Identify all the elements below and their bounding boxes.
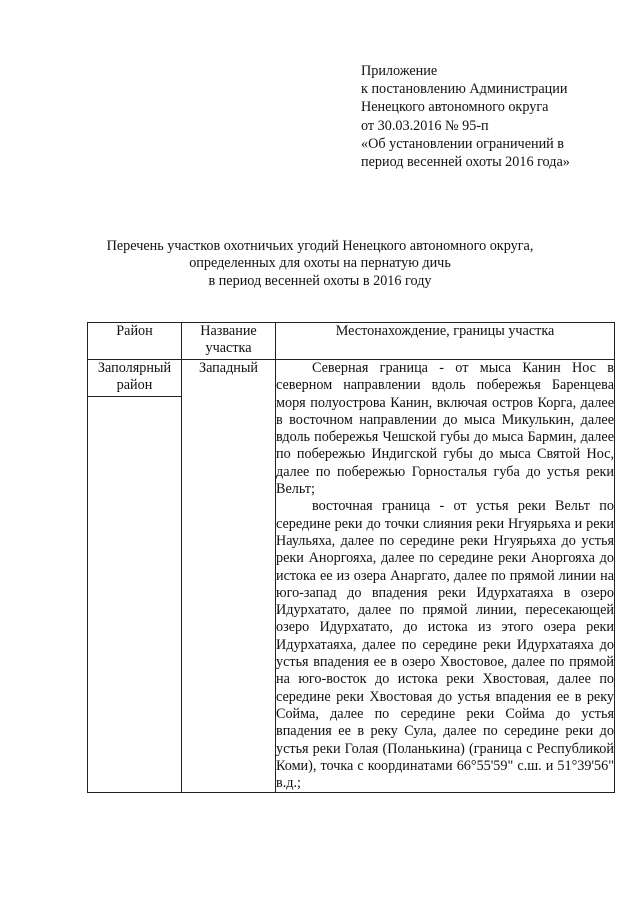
appendix-line: «Об установлении ограничений в (361, 135, 565, 152)
north-boundary-text: Северная граница - от мыса Канин Нос в северном направлении вдоль побережья Баренцева моря полуострова Канин, включая остров Корга, далее в восточном направлении до мыса Микулькин, далее вдоль побережья Чешской губы до мыса Бармин, далее по побережью Индигской губы до мыса Святой Нос, далее по побережью Горносталья губа до устья реки Вельт; (276, 360, 614, 498)
appendix-line: Ненецкого автономного округа (361, 99, 549, 116)
hunting-areas-table (87, 322, 615, 793)
title-line: Перечень участков охотничьих угодий Ненецкого автономного округа, (106, 238, 534, 254)
appendix-block (361, 62, 631, 171)
title-line: определенных для охоты на пернатую дичь (189, 255, 451, 272)
appendix-line: от 30.03.2016 № 95-п (361, 117, 489, 134)
east-boundary-text: восточная граница - от устья реки Вельт по середине реки до точки слияния реки Нгуярьяха и реки Наульяха, далее по середине реки Нгуярьяха до устья реки Аноргояха, далее по середине реки Аноргояха до истока ее из озера Анаргато, далее по прямой линии на юго-запад до впадения реки Идурхатаяха в озеро Идурхатато, далее по прямой линии, пересекающей озеро Идурхатато, до истока из этого озера реки Идурхатаяха, далее по середине реки Идурхатаяха до устья впадения ее в озеро Хвостовое, далее по прямой на юго-восток до истока реки Хвостовая, далее по середине реки Хвостовая до устья впадения ее в реку Сойма, далее по середине реки Сойма до устья впадения ее в реку Сула, далее по середине реки до устья реки Голая (Поланькина) (граница с Республикой Коми), точка с координатами 66°55'59" с.ш. и 51°39'56" в.д.; (276, 498, 614, 792)
location-cell (276, 360, 615, 793)
document-title (60, 238, 580, 290)
table-header-row (88, 323, 615, 360)
title-line: в период весенней охоты в 2016 году (208, 272, 432, 289)
header-area-name: Название участка (182, 323, 276, 360)
district-name: Заполярный район (88, 360, 181, 397)
appendix-line: Приложение (361, 63, 438, 79)
header-district: Район (88, 323, 182, 360)
district-cell (88, 360, 182, 793)
appendix-line: период весенней охоты 2016 года» (361, 154, 570, 171)
table-row (88, 360, 615, 793)
header-location: Местонахождение, границы участка (276, 323, 615, 360)
appendix-line: к постановлению Администрации (361, 81, 568, 98)
area-name-cell: Западный (182, 360, 276, 793)
